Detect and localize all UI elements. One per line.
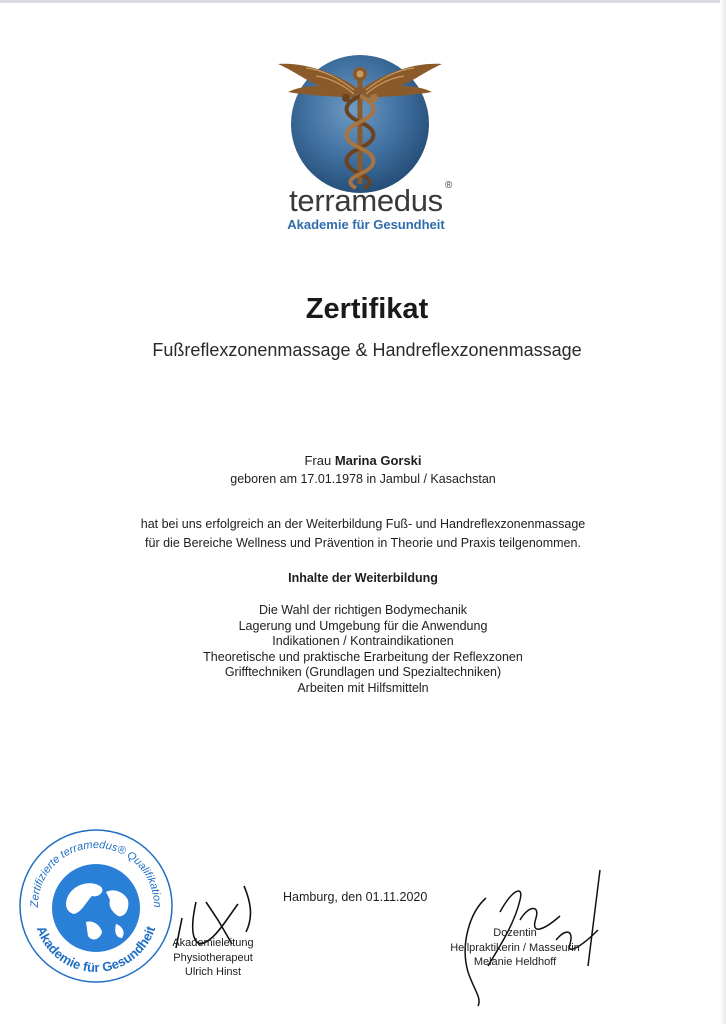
certificate-title: Zertifikat — [305, 293, 429, 325]
globe-seal-icon — [16, 826, 176, 986]
recipient-line — [0, 453, 726, 468]
stamp-text-bottom: Akademie für Gesundheit — [33, 923, 159, 976]
contents-item: Indikationen / Kontraindikationen — [272, 634, 454, 649]
statement-line-2: für die Bereiche Wellness und Prävention in Theorie und Praxis teilgenommen. — [145, 536, 581, 550]
contents-item: Die Wahl der richtigen Bodymechanik — [259, 603, 467, 617]
contents-list — [0, 603, 726, 697]
scan-edge-top — [0, 0, 726, 3]
right-signatory-name: Melanie Heldhoff — [473, 956, 557, 968]
left-signatory-name: Ulrich Hinst — [184, 966, 242, 978]
statement-line-1: hat bei uns erfolgreich an der Weiterbildung Fuß- und Handreflexzonenmassage — [140, 517, 586, 531]
brand-subtitle: Akademie für Gesundheit — [287, 217, 445, 232]
contents-item: Grifftechniken (Grundlagen und Spezialtechniken) — [224, 665, 502, 680]
contents-item: Lagerung und Umgebung für die Anwendung — [238, 618, 488, 633]
right-signatory-profession: Heilpraktikerin / Masseurin — [450, 941, 580, 954]
left-signatory-profession: Physiotherapeut — [173, 951, 253, 964]
certificate-subtitle: Fußreflexzonenmassage & Handreflexzonenmassage — [152, 340, 582, 360]
place-date: Hamburg, den 01.11.2020 — [283, 890, 428, 904]
right-signatory-block — [440, 926, 590, 970]
contents-heading: Inhalte der Weiterbildung — [288, 571, 438, 585]
caduceus-logo-icon — [276, 52, 444, 194]
stamp-text-top: Zertifizierte terramedus® Qualifikation — [28, 838, 164, 908]
contents-item: Theoretische und praktische Erarbeitung der Reflexzonen — [203, 649, 523, 664]
recipient-name: Marina Gorski — [334, 453, 422, 468]
recipient-salutation: Frau — [304, 453, 332, 468]
recipient-birth-line: geboren am 17.01.1978 in Jambul / Kasachstan — [230, 472, 496, 486]
left-signatory-role: Akademieleitung — [172, 937, 254, 949]
scan-edge-right — [720, 0, 726, 1024]
right-signatory-role: Dozentin — [493, 927, 537, 939]
contents-item: Arbeiten mit Hilfsmitteln — [297, 680, 429, 695]
brand-name: terramedus — [289, 183, 443, 218]
registered-mark: ® — [445, 180, 453, 191]
left-signatory-block — [168, 936, 258, 980]
